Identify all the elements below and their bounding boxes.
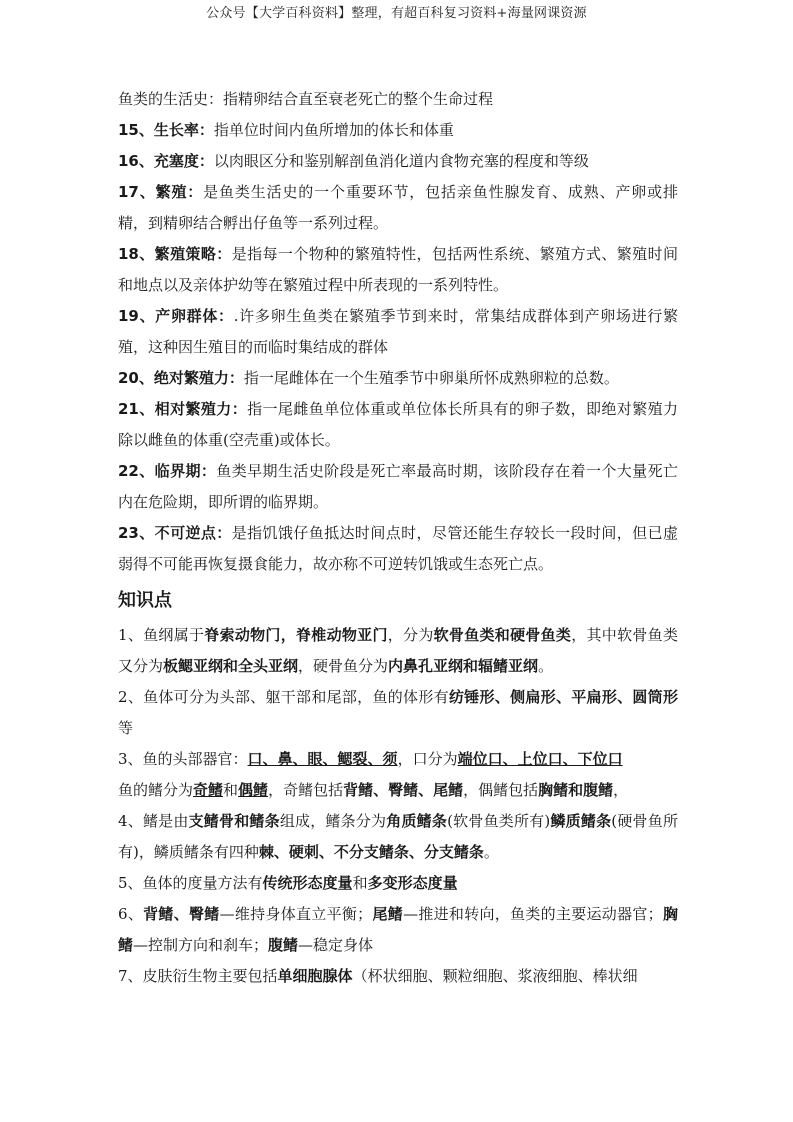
definition-19 (118, 301, 678, 363)
kp-text: 4、鳍是由 (118, 812, 189, 830)
kp-text: 5、鱼体的度量方法有 (118, 874, 263, 892)
definition-text: 指一尾雌鱼单位体重或单位体长所具有的卵子数，即绝对繁殖力除以雌鱼的体重(空壳重)或体长。 (118, 400, 678, 449)
kp-key: 支鳍骨和鳍条 (188, 812, 280, 830)
definition-lifecycle (118, 84, 678, 115)
knowledge-point-1 (118, 620, 678, 682)
definition-term: 16、充塞度： (118, 152, 214, 170)
kp-key: 胸鳍和腹鳍 (538, 781, 614, 799)
kp-text: 1、鱼纲属于 (118, 626, 205, 644)
kp-key: 角质鳍条 (386, 812, 448, 830)
kp-text: (软骨鱼类所有) (447, 812, 551, 830)
kp-text: 2、鱼体可分为头部、躯干部和尾部，鱼的体形有 (118, 688, 449, 706)
knowledge-point-6 (118, 899, 678, 961)
kp-text: 6、 (118, 905, 144, 923)
definition-20 (118, 363, 678, 394)
kp-text: 。 (483, 843, 499, 861)
kp-key: 多变形态度量 (367, 874, 458, 892)
definition-term: 18、繁殖策略： (118, 245, 232, 263)
knowledge-point-3 (118, 744, 678, 806)
kp-key: 鳞质鳍条 (550, 812, 612, 830)
definition-term: 21、相对繁殖力： (118, 400, 248, 418)
definition-text: 是指饥饿仔鱼抵达时间点时，尽管还能生存较长一段时间，但已虚弱得不可能再恢复摄食能力，故亦称不可逆转饥饿或生态死亡点。 (118, 524, 678, 573)
definition-16 (118, 146, 678, 177)
definition-term: 20、绝对繁殖力： (118, 369, 244, 387)
kp-key: 尾鳍 (372, 905, 404, 923)
kp-text: ，分为 (387, 626, 434, 644)
kp-key: 传统形态度量 (262, 874, 353, 892)
kp-key: 口、鼻、眼、鳃裂、须 (247, 750, 398, 768)
kp-key: 奇鳍 (193, 781, 224, 799)
page-header: 公众号【大学百科资料】整理，有超百科复习资料+海量网课资源 (206, 6, 587, 21)
kp-text: 和 (352, 874, 368, 892)
definition-text: 指一尾雌体在一个生殖季节中卵巢所怀成熟卵粒的总数。 (243, 369, 619, 387)
kp-text: ， (613, 781, 629, 799)
kp-text: ，口分为 (397, 750, 458, 768)
definition-text: 是鱼类生活史的一个重要环节，包括亲鱼性腺发育、成熟、产卵或排精，到精卵结合孵出仔鱼等一系列过程。 (118, 183, 678, 232)
definition-text: 鱼类的生活史：指精卵结合直至衰老死亡的整个生命过程 (118, 90, 494, 108)
definition-term: 23、不可逆点： (118, 524, 232, 542)
kp-text: 3、鱼的头部器官： (118, 750, 248, 768)
kp-text: —控制方向和刹车； (133, 936, 269, 954)
kp-text: —维持身体直立平衡； (219, 905, 373, 923)
kp-key: 纺锤形、侧扁形、平扁形、圆筒形 (448, 688, 678, 706)
kp-text: 鱼的鳍分为 (118, 781, 194, 799)
kp-key: 内鼻孔亚纲和辐鳍亚纲 (388, 657, 539, 675)
kp-key: 背鳍、臀鳍 (143, 905, 220, 923)
document-body (118, 84, 678, 992)
kp-text: ，奇鳍包括 (268, 781, 344, 799)
knowledge-point-5 (118, 868, 678, 899)
definition-term: 17、繁殖： (118, 183, 204, 201)
kp-text: ，偶鳍包括 (463, 781, 539, 799)
definition-21 (118, 394, 678, 456)
kp-key: 棘、硬刺、不分支鳍条、分支鳍条 (258, 843, 484, 861)
kp-text: （杯状细胞、颗粒细胞、浆液细胞、棒状细 (352, 967, 638, 985)
definition-text: 是指每一个物种的繁殖特性，包括两性系统、繁殖方式、繁殖时间和地点以及亲体护幼等在繁殖过程中所表现的一系列特性。 (118, 245, 678, 294)
definition-term: 22、临界期： (118, 462, 217, 480)
kp-key: 脊索动物门，脊椎动物亚门 (204, 626, 388, 644)
definition-text: 指单位时间内鱼所增加的体长和体重 (213, 121, 454, 139)
knowledge-point-2 (118, 682, 678, 744)
kp-key: 端位口、上位口、下位口 (457, 750, 623, 768)
kp-key: 腹鳍 (268, 936, 299, 954)
kp-text: —推进和转向，鱼类的主要运动器官； (403, 905, 663, 923)
definition-15 (118, 115, 678, 146)
definition-term: 19、产卵群体： (118, 307, 234, 325)
kp-key: 背鳍、臀鳍、尾鳍 (343, 781, 464, 799)
kp-text: 7、皮肤衍生物主要包括 (118, 967, 278, 985)
kp-key: 胸鳍 (118, 905, 678, 954)
kp-text: (硬骨鱼所有)，鳞质鳍条有四种 (118, 812, 678, 861)
kp-key: 偶鳍 (238, 781, 269, 799)
kp-text: 。 (538, 657, 554, 675)
kp-text: 等 (118, 719, 134, 737)
kp-text: —稳定身体 (298, 936, 374, 954)
kp-text: 和 (223, 781, 239, 799)
kp-text: 组成，鳍条分为 (279, 812, 387, 830)
definition-17 (118, 177, 678, 239)
section-title: 知识点 (118, 590, 172, 611)
definition-text: 以肉眼区分和鉴别解剖鱼消化道内食物充塞的程度和等级 (213, 152, 589, 170)
kp-text: ，硬骨鱼分为 (298, 657, 389, 675)
definition-term: 15、生长率： (118, 121, 214, 139)
definition-text: 鱼类早期生活史阶段是死亡率最高时期，该阶段存在着一个大量死亡内在危险期，即所谓的临界期。 (118, 462, 678, 511)
knowledge-point-7 (118, 961, 678, 992)
definition-23 (118, 518, 678, 580)
knowledge-point-4 (118, 806, 678, 868)
kp-key: 软骨鱼类和硬骨鱼类 (433, 626, 572, 644)
kp-key: 板鳃亚纲和全头亚纲 (163, 657, 299, 675)
definition-22 (118, 456, 678, 518)
definition-18 (118, 239, 678, 301)
kp-text: ，其中软骨鱼类又分为 (118, 626, 678, 675)
definition-text: .许多卵生鱼类在繁殖季节到来时，常集结成群体到产卵场进行繁殖，这种因生殖目的而临时集结成的群体 (118, 307, 678, 356)
kp-key: 单细胞腺体 (277, 967, 353, 985)
